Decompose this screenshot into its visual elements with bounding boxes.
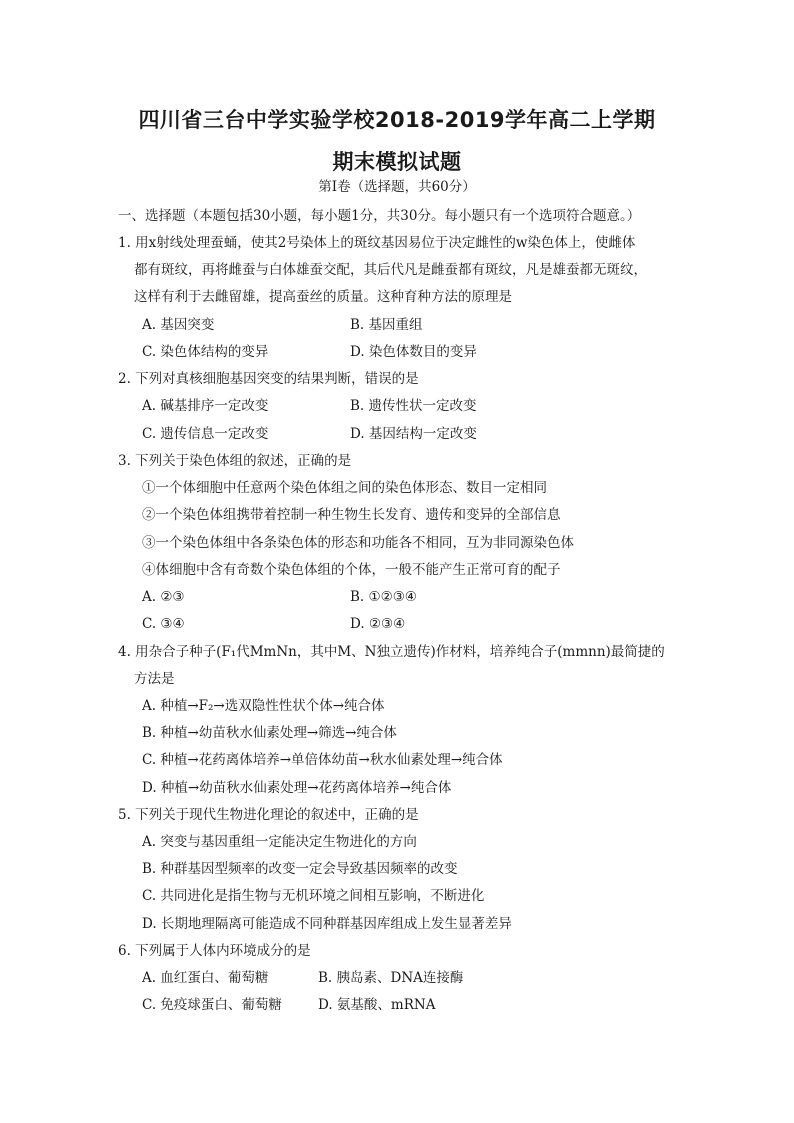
question-3-option-d: D. ②③④ [350,616,406,632]
question-4-option-b: B. 种植→幼苗秋水仙素处理→筛选→纯合体 [142,725,397,741]
question-1-option-b: B. 基因重组 [350,317,423,333]
question-3-statement-4: ④体细胞中含有奇数个染色体组的个体，一般不能产生正常可育的配子 [142,562,561,578]
question-3-statement-3: ③一个染色体组中各条染色体的形态和功能各不相同，互为非同源染色体 [142,535,574,551]
question-4-option-a: A. 种植→F₂→选双隐性性状个体→纯合体 [142,698,385,714]
question-2-option-b: B. 遗传性状一定改变 [350,398,477,414]
question-3-option-a: A. ②③ [142,589,185,605]
question-4-option-c: C. 种植→花药离体培养→单倍体幼苗→秋水仙素处理→纯合体 [142,752,503,768]
question-4-option-d: D. 种植→幼苗秋水仙素处理→花药离体培养→纯合体 [142,780,452,796]
question-2-option-d: D. 基因结构一定改变 [350,426,477,442]
question-6-option-b: B. 胰岛素、DNA连接酶 [318,970,464,986]
question-5-option-a: A. 突变与基因重组一定能决定生物进化的方向 [142,834,417,850]
question-1-stem-line-2: 都有斑纹，再将雌蚕与白体雄蚕交配，其后代凡是雌蚕都有斑纹，凡是雄蚕都无斑纹， [134,262,647,278]
question-3-statement-1: ①一个体细胞中任意两个染色体组之间的染色体形态、数目一定相同 [142,480,547,496]
exam-title-line-1: 四川省三台中学实验学校2018-2019学年高二上学期 [138,108,656,132]
question-6-stem: 6. 下列属于人体内环境成分的是 [118,943,311,959]
question-3-option-b: B. ①②③④ [350,589,417,605]
question-3-statement-2: ②一个染色体组携带着控制一种生物生长发育、遗传和变异的全部信息 [142,507,561,523]
question-6-option-d: D. 氨基酸、mRNA [318,997,436,1013]
question-5-stem: 5. 下列关于现代生物进化理论的叙述中，正确的是 [118,807,419,823]
question-2-option-a: A. 碱基排序一定改变 [142,398,269,414]
question-4-stem-line-1: 4. 用杂合子种子(F₁代MmNn，其中M、N独立遗传)作材料，培养纯合子(mmnn)最简捷的 [118,644,665,660]
question-5-option-c: C. 共同进化是指生物与无机环境之间相互影响，不断进化 [142,888,485,904]
question-2-stem: 2. 下列对真核细胞基因突变的结果判断，错误的是 [118,371,419,387]
question-3-stem: 3. 下列关于染色体组的叙述，正确的是 [118,453,352,469]
question-1-option-d: D. 染色体数目的变异 [350,344,477,360]
question-3-option-c: C. ③④ [142,616,185,632]
section-subtitle: 第Ⅰ卷（选择题，共60分） [318,179,476,195]
question-1-option-a: A. 基因突变 [142,317,215,333]
question-1-stem-line-3: 这样有利于去雌留雄，提高蚕丝的质量。这种育种方法的原理是 [134,289,512,305]
question-2-option-c: C. 遗传信息一定改变 [142,426,269,442]
question-4-stem-line-2: 方法是 [134,671,175,687]
question-1-stem-line-1: 1. 用x射线处理蚕蛹，使其2号染体上的斑纹基因易位于决定雌性的w染色体上，使雌体 [118,235,636,251]
section-instruction: 一、选择题（本题包括30小题，每小题1分，共30分。每小题只有一个选项符合题意。） [118,208,641,224]
question-1-option-c: C. 染色体结构的变异 [142,344,269,360]
exam-title-line-2: 期末模拟试题 [332,150,462,174]
question-6-option-a: A. 血红蛋白、葡萄糖 [142,970,269,986]
question-5-option-d: D. 长期地理隔离可能造成不同种群基因库组成上发生显著差异 [142,916,512,932]
question-6-option-c: C. 免疫球蛋白、葡萄糖 [142,997,282,1013]
question-5-option-b: B. 种群基因型频率的改变一定会导致基因频率的改变 [142,861,458,877]
